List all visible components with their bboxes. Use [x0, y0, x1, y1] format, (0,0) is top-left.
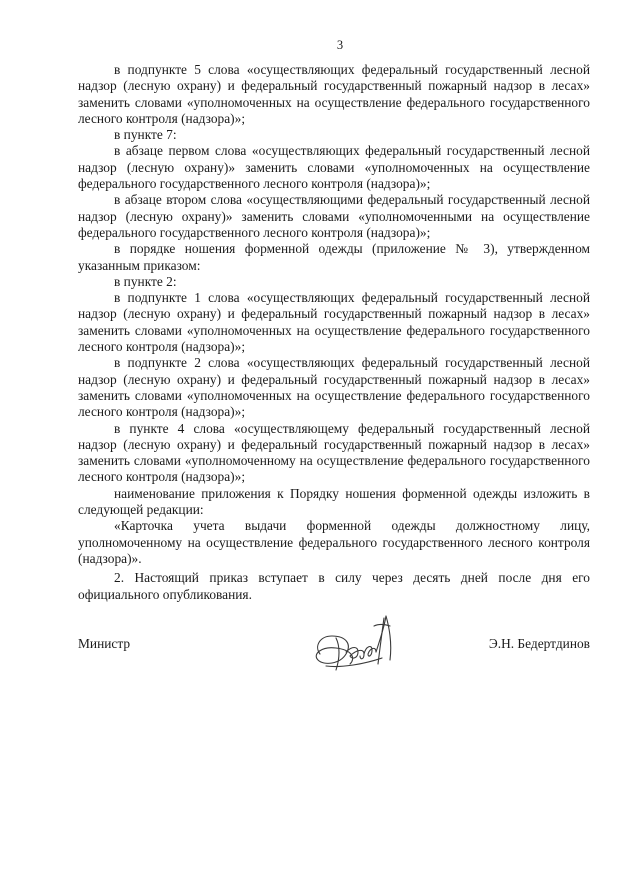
document-body [78, 62, 590, 603]
paragraph: в пункте 2: [114, 273, 177, 289]
paragraph: в порядке ношения форменной одежды (приложение № 3), утвержденном указанным приказом: [78, 241, 590, 273]
paragraph: в абзаце втором слова «осуществляющими федеральный государственный лесной надзор (лесную охрану)» заменить словами «уполномоченными на осуществление федерального государственного лесного контроля (надзора)»; [78, 192, 590, 240]
paragraph: в пункте 7: [114, 127, 177, 143]
paragraph: наименование приложения к Порядку ношения форменной одежды изложить в следующей редакции: [78, 485, 590, 518]
signatory-title: Министр [78, 636, 131, 651]
page-number: 3 [336, 38, 344, 52]
signature-block [78, 632, 590, 662]
paragraph: «Карточка учета выдачи форменной одежды должностному лицу, уполномоченному на осуществление федерального государственного лесного контроля (надзора)». [78, 518, 590, 566]
paragraph: в подпункте 5 слова «осуществляющих федеральный государственный лесной надзор (лесную охрану) и федеральный государственный пожарный надзор в лесах» заменить словами «уполномоченных на осуществление федерального государственного лесного контроля (надзора)»; [78, 62, 590, 126]
paragraph: в подпункте 2 слова «осуществляющих федеральный государственный лесной надзор (лесную охрану) и федеральный государственный пожарный надзор в лесах» заменить словами «уполномоченных на осуществление федерального государственного лесного контроля (надзора)»; [78, 355, 590, 420]
signatory-name: Э.Н. Бедертдинов [488, 636, 590, 651]
handwritten-signature [306, 606, 401, 686]
paragraph: 2. Настоящий приказ вступает в силу через десять дней после дня его официального опубликования. [78, 570, 590, 602]
paragraph: в пункте 4 слова «осуществляющему федеральный государственный лесной надзор (лесную охрану) и федеральный государственный пожарный надзор в лесах» заменить словами «уполномоченному на осуществление федерального государственного лесного контроля (надзора)»; [78, 420, 590, 485]
paragraph: в подпункте 1 слова «осуществляющих федеральный государственный лесной надзор (лесную охрану) и федеральный государственный пожарный надзор в лесах» заменить словами «уполномоченных на осуществление федерального государственного лесного контроля (надзора)»; [78, 290, 590, 355]
paragraph: в абзаце первом слова «осуществляющих федеральный государственный лесной надзор (лесную охрану)» заменить словами «уполномоченных на осуществление федерального государственного лесного контроля (надзора)»; [78, 143, 590, 192]
